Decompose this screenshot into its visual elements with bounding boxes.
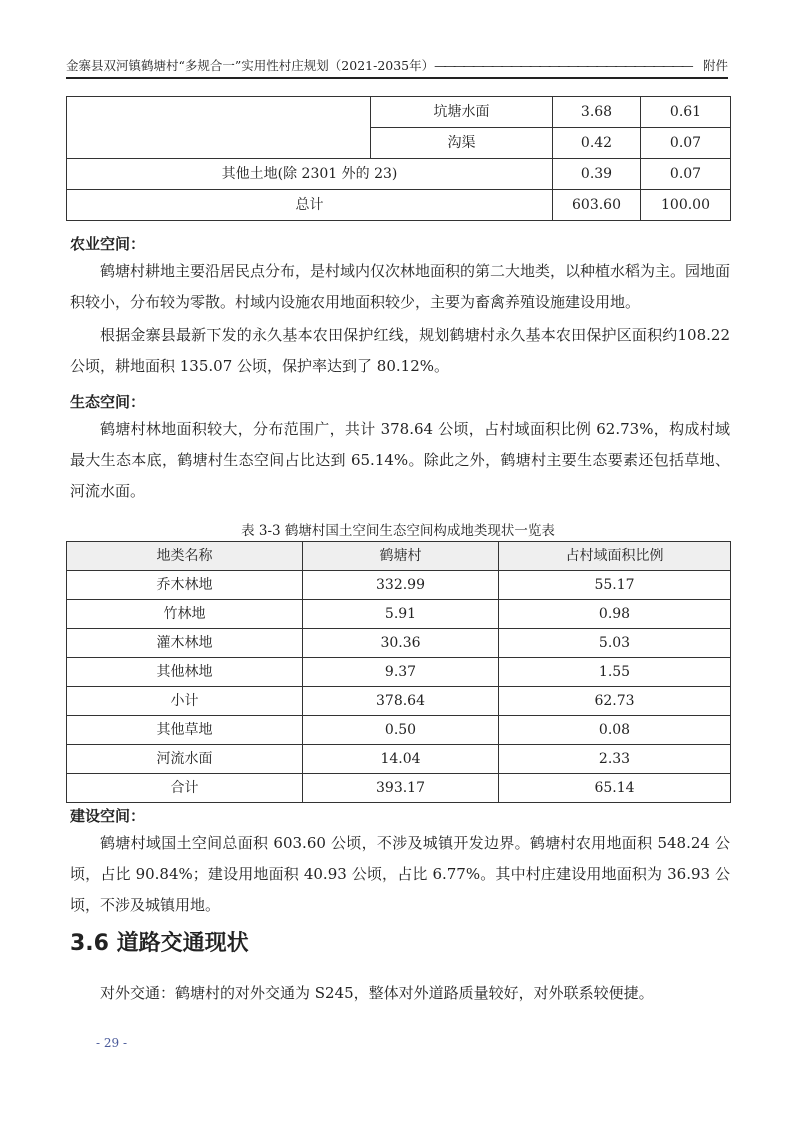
cell-area: 0.50 (303, 716, 499, 745)
cell-ratio: 0.07 (641, 159, 731, 190)
cell-name: 其他林地 (67, 658, 303, 687)
cell-area: 378.64 (303, 687, 499, 716)
cell-area: 30.36 (303, 629, 499, 658)
table-row (67, 687, 731, 716)
land-use-table-continued (66, 96, 731, 221)
cell-name: 乔木林地 (67, 571, 303, 600)
cell-ratio: 62.73 (499, 687, 731, 716)
cell-name: 小计 (67, 687, 303, 716)
cell-ratio: 100.00 (641, 190, 731, 221)
table-row (67, 97, 731, 128)
table-row (67, 159, 731, 190)
header-dashes: ——————————————————————————— (434, 58, 691, 73)
cell-ratio: 0.07 (641, 128, 731, 159)
cell-area: 3.68 (553, 97, 641, 128)
table-row (67, 571, 731, 600)
cell-ratio: 65.14 (499, 774, 731, 803)
merged-empty-cell (67, 97, 371, 159)
cell-name: 其他土地(除 2301 外的 23) (67, 159, 553, 190)
cell-area: 0.39 (553, 159, 641, 190)
eco-heading: 生态空间： (70, 393, 146, 411)
build-heading: 建设空间： (70, 807, 146, 825)
cell-area: 5.91 (303, 600, 499, 629)
cell-ratio: 0.08 (499, 716, 731, 745)
cell-name: 其他草地 (67, 716, 303, 745)
cell-ratio: 0.98 (499, 600, 731, 629)
cell-name: 总计 (67, 190, 553, 221)
table-row (67, 745, 731, 774)
page-number: - 29 - (96, 1036, 128, 1050)
cell-area: 332.99 (303, 571, 499, 600)
header-title: 金寨县双河镇鹤塘村“多规合一”实用性村庄规划（2021-2035年） (66, 58, 435, 73)
table-row (67, 658, 731, 687)
table-row (67, 600, 731, 629)
table-row (67, 774, 731, 803)
cell-name: 坑塘水面 (371, 97, 553, 128)
cell-area: 0.42 (553, 128, 641, 159)
column-header: 占村域面积比例 (499, 542, 731, 571)
agri-paragraph-2: 根据金寨县最新下发的永久基本农田保护红线，规划鹤塘村永久基本农田保护区面积约108.22 公顷，耕地面积 135.07 公顷，保护率达到了 80.12%。 (70, 326, 730, 375)
column-header: 鹤塘村 (303, 542, 499, 571)
eco-space-table (66, 541, 731, 803)
table-row (67, 629, 731, 658)
column-header: 地类名称 (67, 542, 303, 571)
build-paragraph-1: 鹤塘村域国土空间总面积 603.60 公顷，不涉及城镇开发边界。鹤塘村农用地面积 548.24 公顷，占比 90.84%；建设用地面积 40.93 公顷，占比 6.77%。其中村庄建设用地面积为 36.93 公顷，不涉及城镇用地。 (70, 834, 730, 914)
table-row (67, 716, 731, 745)
cell-area: 14.04 (303, 745, 499, 774)
cell-name: 竹林地 (67, 600, 303, 629)
cell-area: 603.60 (553, 190, 641, 221)
eco-paragraph-1: 鹤塘村林地面积较大，分布范围广，共计 378.64 公顷，占村域面积比例 62.73%，构成村域最大生态本底，鹤塘村生态空间占比达到 65.14%。除此之外，鹤塘村主要生态要素还包括草地、河流水面。 (70, 420, 730, 500)
table-caption: 表 3-3 鹤塘村国土空间生态空间构成地类现状一览表 (241, 523, 555, 539)
table-row (67, 190, 731, 221)
cell-ratio: 1.55 (499, 658, 731, 687)
cell-area: 9.37 (303, 658, 499, 687)
cell-name: 河流水面 (67, 745, 303, 774)
cell-name: 沟渠 (371, 128, 553, 159)
header-suffix: 附件 (702, 58, 728, 73)
page-header (66, 57, 728, 79)
cell-area: 393.17 (303, 774, 499, 803)
cell-ratio: 2.33 (499, 745, 731, 774)
section-heading: 3.6 道路交通现状 (70, 931, 249, 956)
cell-ratio: 55.17 (499, 571, 731, 600)
agri-paragraph-1: 鹤塘村耕地主要沿居民点分布，是村域内仅次林地面积的第二大地类，以种植水稻为主。园地面积较小，分布较为零散。村域内设施农用地面积较少，主要为畜禽养殖设施建设用地。 (70, 262, 731, 311)
cell-ratio: 0.61 (641, 97, 731, 128)
table-header-row (67, 542, 731, 571)
traffic-paragraph: 对外交通：鹤塘村的对外交通为 S245，整体对外道路质量较好，对外联系较便捷。 (100, 984, 654, 1002)
agri-heading: 农业空间： (70, 235, 146, 253)
cell-ratio: 5.03 (499, 629, 731, 658)
cell-name: 合计 (67, 774, 303, 803)
cell-name: 灌木林地 (67, 629, 303, 658)
